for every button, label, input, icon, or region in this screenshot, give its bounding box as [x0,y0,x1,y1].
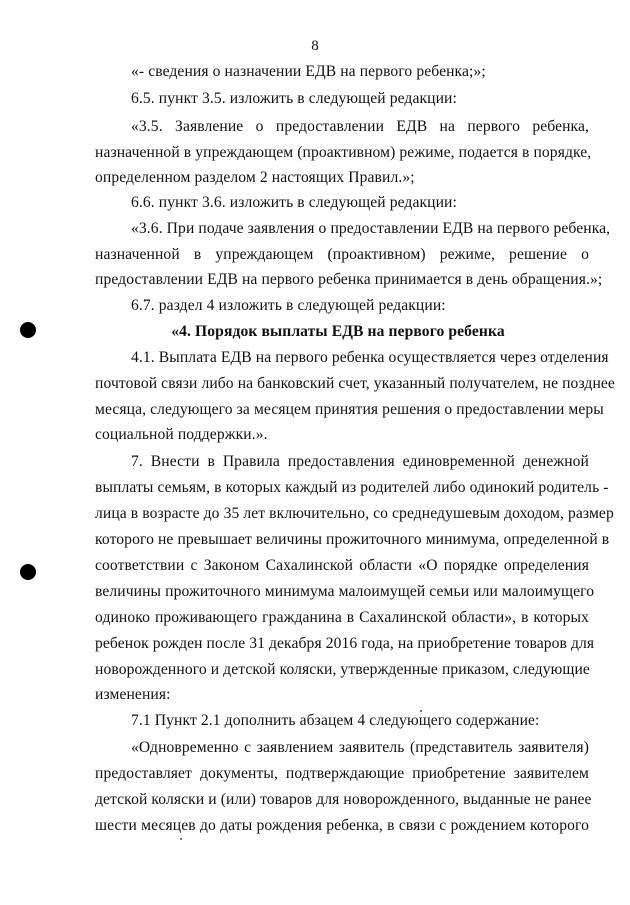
text-line: назначенной в упреждающем (проактивном) режиме, решение о [95,246,589,263]
text-line: месяца, следующего за месяцем принятия решения о предоставлении меры [95,401,604,418]
text-line: 4.1. Выплата ЕДВ на первого ребенка осуществляется через отделения [131,349,609,366]
scan-speck [180,838,182,840]
text-line: предоставляет документы, подтверждающие приобретение заявителем [95,765,589,782]
text-line: 7.1 Пункт 2.1 дополнить абзацем 4 следующего содержание: [131,712,540,729]
text-line: лица в возрасте до 35 лет включительно, со среднедушевым доходом, размер [95,505,614,522]
text-line: 6.7. раздел 4 изложить в следующей редакции: [131,297,446,314]
text-line: 6.5. пункт 3.5. изложить в следующей редакции: [131,90,457,107]
text-line: предоставлении ЕДВ на первого ребенка принимается в день обращения.»; [95,271,603,288]
text-line: социальной поддержки.». [95,426,268,443]
text-line: почтовой связи либо на банковский счет, указанный получателем, не позднее [95,375,615,392]
text-line: новорожденного и детской коляски, утвержденные приказом, следующие [95,661,590,678]
text-line: «- сведения о назначении ЕДВ на первого ребенка;»; [131,63,486,80]
text-line: «3.6. При подаче заявления о предоставлении ЕДВ на первого ребенка, [131,220,611,237]
text-line: одиноко проживающего гражданина в Сахалинской области», в которых [95,609,589,626]
text-line: 7. Внести в Правила предоставления единовременной денежной [131,453,589,470]
text-line: детской коляски и (или) товаров для новорожденного, выданные не ранее [95,791,592,808]
text-line: ребенок рожден после 31 декабря 2016 года, на приобретение товаров для [95,635,595,652]
text-line: назначенной в упреждающем (проактивном) режиме, подается в порядке, [95,144,592,161]
text-line: величины прожиточного минимума малоимущей семьи или малоимущего [95,583,595,600]
text-line: которого не превышает величины прожиточного минимума, определенной в [95,531,610,548]
punch-hole-bottom [20,564,36,580]
text-line: выплаты семьям, в которых каждый из родителей либо одинокий родитель - [95,479,609,496]
text-line: шести месяцев до даты рождения ребенка, в связи с рождением которого [95,817,589,834]
text-line: соответствии с Законом Сахалинской области «О порядке определения [95,557,589,574]
text-line: изменения: [95,686,171,703]
section-heading: «4. Порядок выплаты ЕДВ на первого ребенка [171,323,505,340]
page-number: 8 [311,38,319,54]
text-line: «Одновременно с заявлением заявитель (представитель заявителя) [131,739,589,756]
text-line: определенном разделом 2 настоящих Правил.»; [95,169,415,186]
text-line: «3.5. Заявление о предоставлении ЕДВ на первого ребенка, [131,118,589,135]
text-line: 6.6. пункт 3.6. изложить в следующей редакции: [131,194,457,211]
